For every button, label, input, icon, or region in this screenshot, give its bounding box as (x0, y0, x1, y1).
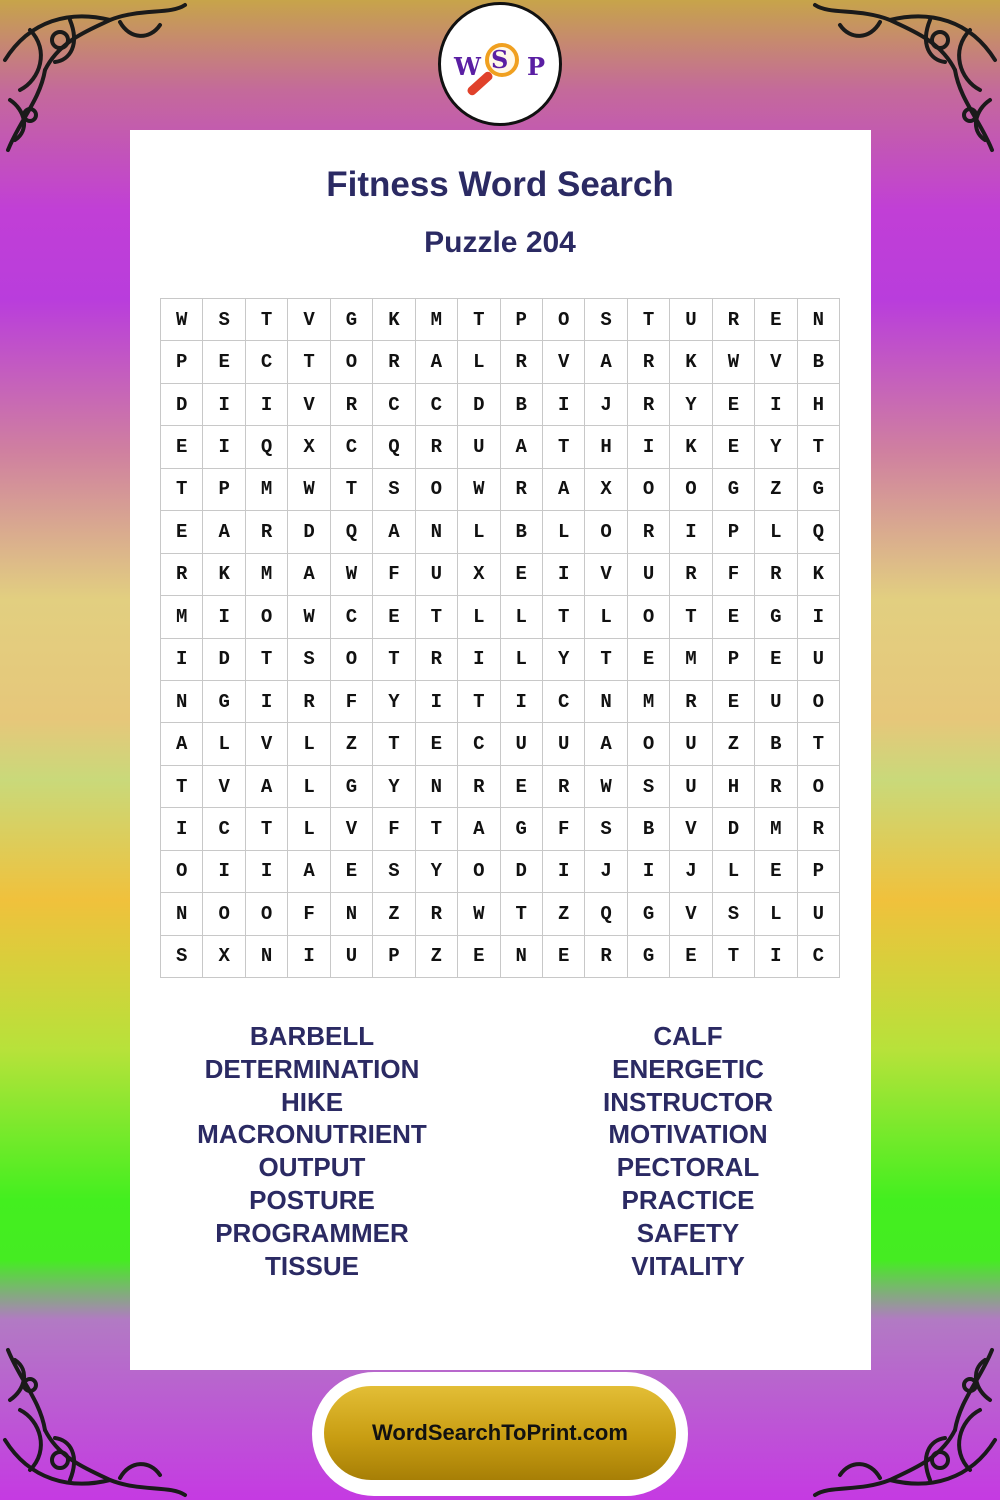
grid-cell[interactable]: E (501, 554, 543, 596)
grid-cell[interactable]: E (713, 681, 755, 723)
grid-cell[interactable]: E (161, 426, 203, 468)
grid-cell[interactable]: A (288, 851, 330, 893)
grid-cell[interactable]: A (288, 554, 330, 596)
grid-cell[interactable]: N (161, 893, 203, 935)
grid-cell[interactable]: B (501, 511, 543, 553)
grid-cell[interactable]: Y (416, 851, 458, 893)
grid-cell[interactable]: R (628, 341, 670, 383)
grid-cell[interactable]: O (628, 469, 670, 511)
grid-cell[interactable]: I (203, 596, 245, 638)
grid-cell[interactable]: N (585, 681, 627, 723)
grid-cell[interactable]: O (331, 341, 373, 383)
grid-cell[interactable]: M (670, 639, 712, 681)
grid-cell[interactable]: Y (543, 639, 585, 681)
grid-cell[interactable]: L (501, 639, 543, 681)
grid-cell[interactable]: L (501, 596, 543, 638)
grid-cell[interactable]: I (416, 681, 458, 723)
grid-cell[interactable]: D (501, 851, 543, 893)
grid-cell[interactable]: P (501, 299, 543, 341)
grid-cell[interactable]: G (331, 766, 373, 808)
grid-cell[interactable]: S (713, 893, 755, 935)
grid-cell[interactable]: R (543, 766, 585, 808)
grid-cell[interactable]: L (713, 851, 755, 893)
grid-cell[interactable]: A (416, 341, 458, 383)
grid-cell[interactable]: O (798, 681, 840, 723)
word-item: OUTPUT (258, 1152, 366, 1183)
grid-cell[interactable]: Z (373, 893, 415, 935)
grid-cell[interactable]: A (585, 723, 627, 765)
grid-cell[interactable]: R (246, 511, 288, 553)
word-list-right (546, 1020, 830, 1282)
grid-cell[interactable]: T (543, 426, 585, 468)
grid-cell[interactable]: X (458, 554, 500, 596)
grid-cell[interactable]: S (161, 936, 203, 978)
grid-cell[interactable]: S (628, 766, 670, 808)
grid-cell[interactable]: K (670, 341, 712, 383)
grid-cell[interactable]: C (203, 808, 245, 850)
grid-cell[interactable]: F (331, 681, 373, 723)
grid-cell[interactable]: C (798, 936, 840, 978)
grid-cell[interactable]: N (798, 299, 840, 341)
grid-cell[interactable]: C (458, 723, 500, 765)
grid-cell[interactable]: Z (331, 723, 373, 765)
grid-cell[interactable]: H (798, 384, 840, 426)
grid-cell[interactable]: I (203, 851, 245, 893)
grid-cell[interactable]: V (755, 341, 797, 383)
grid-cell[interactable]: A (373, 511, 415, 553)
grid-cell[interactable]: W (288, 469, 330, 511)
grid-cell[interactable]: L (585, 596, 627, 638)
grid-cell[interactable]: R (755, 766, 797, 808)
grid-cell[interactable]: I (246, 851, 288, 893)
grid-cell[interactable]: G (628, 936, 670, 978)
grid-cell[interactable]: T (458, 681, 500, 723)
grid-cell[interactable]: H (713, 766, 755, 808)
grid-cell[interactable]: G (713, 469, 755, 511)
grid-cell[interactable]: F (543, 808, 585, 850)
grid-cell[interactable]: T (458, 299, 500, 341)
grid-cell[interactable]: Z (755, 469, 797, 511)
grid-cell[interactable]: E (458, 936, 500, 978)
grid-cell[interactable]: P (713, 511, 755, 553)
grid-cell[interactable]: R (755, 554, 797, 596)
grid-cell[interactable]: O (670, 469, 712, 511)
grid-cell[interactable]: H (585, 426, 627, 468)
grid-cell[interactable]: Q (373, 426, 415, 468)
grid-cell[interactable]: N (161, 681, 203, 723)
grid-cell[interactable]: D (713, 808, 755, 850)
grid-cell[interactable]: R (670, 554, 712, 596)
grid-cell[interactable]: O (161, 851, 203, 893)
grid-cell[interactable]: D (161, 384, 203, 426)
grid-cell[interactable]: T (543, 596, 585, 638)
grid-cell[interactable]: O (246, 893, 288, 935)
grid-cell[interactable]: U (543, 723, 585, 765)
grid-cell[interactable]: E (501, 766, 543, 808)
grid-cell[interactable]: I (288, 936, 330, 978)
grid-cell[interactable]: S (373, 469, 415, 511)
word-item: INSTRUCTOR (603, 1086, 773, 1117)
grid-cell[interactable]: J (585, 384, 627, 426)
grid-cell[interactable]: P (161, 341, 203, 383)
grid-cell[interactable]: B (501, 384, 543, 426)
grid-cell[interactable]: N (416, 766, 458, 808)
word-item: PROGRAMMER (215, 1217, 409, 1248)
word-item: POSTURE (249, 1184, 375, 1215)
grid-cell[interactable]: R (798, 808, 840, 850)
grid-cell[interactable]: U (416, 554, 458, 596)
grid-cell[interactable]: P (203, 469, 245, 511)
grid-cell[interactable]: Y (670, 384, 712, 426)
grid-cell[interactable]: T (585, 639, 627, 681)
grid-cell[interactable]: C (373, 384, 415, 426)
grid-cell[interactable]: I (543, 384, 585, 426)
grid-cell[interactable]: A (203, 511, 245, 553)
grid-cell[interactable]: I (246, 384, 288, 426)
letter-grid (160, 298, 840, 978)
grid-cell[interactable]: Q (798, 511, 840, 553)
grid-cell[interactable]: E (161, 511, 203, 553)
word-list-left (170, 1020, 454, 1282)
grid-cell[interactable]: I (161, 639, 203, 681)
grid-cell[interactable]: R (416, 426, 458, 468)
grid-cell[interactable]: M (161, 596, 203, 638)
grid-cell[interactable]: R (373, 341, 415, 383)
grid-cell[interactable]: O (585, 511, 627, 553)
grid-cell[interactable]: I (755, 936, 797, 978)
grid-cell[interactable]: R (331, 384, 373, 426)
word-item: ENERGETIC (612, 1053, 764, 1084)
grid-cell[interactable]: R (458, 766, 500, 808)
grid-cell[interactable]: I (458, 639, 500, 681)
grid-cell[interactable]: O (203, 893, 245, 935)
grid-cell[interactable]: D (203, 639, 245, 681)
grid-cell[interactable]: N (331, 893, 373, 935)
grid-cell[interactable]: B (798, 341, 840, 383)
grid-cell[interactable]: V (246, 723, 288, 765)
grid-cell[interactable]: E (755, 299, 797, 341)
grid-cell[interactable]: T (670, 596, 712, 638)
grid-cell[interactable]: Q (585, 893, 627, 935)
word-item: TISSUE (265, 1250, 359, 1281)
grid-cell[interactable]: U (798, 893, 840, 935)
logo-letter-p: P (526, 52, 545, 81)
puzzle-number: Puzzle 204 (424, 226, 576, 259)
grid-cell[interactable]: A (585, 341, 627, 383)
grid-cell[interactable]: E (713, 426, 755, 468)
grid-cell[interactable]: L (755, 511, 797, 553)
grid-cell[interactable]: E (755, 851, 797, 893)
grid-cell[interactable]: M (628, 681, 670, 723)
grid-cell[interactable]: E (670, 936, 712, 978)
grid-cell[interactable]: Z (713, 723, 755, 765)
grid-cell[interactable]: R (416, 639, 458, 681)
grid-cell[interactable]: G (203, 681, 245, 723)
grid-cell[interactable]: R (288, 681, 330, 723)
grid-cell[interactable]: Z (543, 893, 585, 935)
grid-cell[interactable]: T (628, 299, 670, 341)
word-item: BARBELL (249, 1021, 375, 1051)
grid-cell[interactable]: F (373, 554, 415, 596)
grid-cell[interactable]: T (161, 469, 203, 511)
grid-cell[interactable]: E (543, 936, 585, 978)
grid-cell[interactable]: V (585, 554, 627, 596)
grid-cell[interactable]: O (798, 766, 840, 808)
grid-cell[interactable]: T (416, 808, 458, 850)
grid-cell[interactable]: T (246, 808, 288, 850)
grid-cell[interactable]: I (798, 596, 840, 638)
grid-cell[interactable]: M (246, 554, 288, 596)
logo-letter-s: S (491, 45, 509, 74)
grid-cell[interactable]: B (628, 808, 670, 850)
grid-cell[interactable]: E (331, 851, 373, 893)
grid-cell[interactable]: X (585, 469, 627, 511)
grid-cell[interactable]: T (288, 341, 330, 383)
grid-cell[interactable]: K (203, 554, 245, 596)
grid-cell[interactable]: G (628, 893, 670, 935)
grid-cell[interactable]: T (501, 893, 543, 935)
grid-cell[interactable]: M (755, 808, 797, 850)
grid-cell[interactable]: O (458, 851, 500, 893)
grid-cell[interactable]: T (246, 639, 288, 681)
grid-cell[interactable]: I (543, 554, 585, 596)
grid-cell[interactable]: K (373, 299, 415, 341)
grid-cell[interactable]: L (458, 596, 500, 638)
word-item: CALF (653, 1021, 723, 1051)
grid-cell[interactable]: W (161, 299, 203, 341)
grid-cell[interactable]: S (288, 639, 330, 681)
grid-cell[interactable]: N (416, 511, 458, 553)
grid-cell[interactable]: X (288, 426, 330, 468)
grid-cell[interactable]: C (331, 426, 373, 468)
grid-cell[interactable]: L (288, 766, 330, 808)
grid-cell[interactable]: V (670, 893, 712, 935)
grid-cell[interactable]: V (331, 808, 373, 850)
grid-cell[interactable]: E (713, 596, 755, 638)
grid-cell[interactable]: Q (246, 426, 288, 468)
logo-letter-w: W (454, 52, 481, 81)
grid-cell[interactable]: J (670, 851, 712, 893)
grid-cell[interactable]: F (288, 893, 330, 935)
grid-cell[interactable]: W (288, 596, 330, 638)
word-item: DETERMINATION (204, 1053, 420, 1084)
grid-cell[interactable]: N (246, 936, 288, 978)
grid-cell[interactable]: L (755, 893, 797, 935)
grid-cell[interactable]: M (416, 299, 458, 341)
grid-cell[interactable]: I (246, 681, 288, 723)
grid-cell[interactable]: B (755, 723, 797, 765)
grid-cell[interactable]: V (203, 766, 245, 808)
grid-cell[interactable]: G (331, 299, 373, 341)
grid-cell[interactable]: T (416, 596, 458, 638)
grid-cell[interactable]: R (628, 511, 670, 553)
grid-cell[interactable]: I (203, 426, 245, 468)
grid-cell[interactable]: Y (373, 766, 415, 808)
grid-cell[interactable]: F (373, 808, 415, 850)
grid-cell[interactable]: T (373, 723, 415, 765)
grid-cell[interactable]: T (246, 299, 288, 341)
grid-cell[interactable]: A (246, 766, 288, 808)
grid-cell[interactable]: F (713, 554, 755, 596)
grid-cell[interactable]: S (203, 299, 245, 341)
word-item: MOTIVATION (608, 1119, 768, 1150)
grid-cell[interactable]: U (670, 299, 712, 341)
grid-cell[interactable]: L (543, 511, 585, 553)
grid-cell[interactable]: C (543, 681, 585, 723)
grid-cell[interactable]: O (628, 596, 670, 638)
grid-cell[interactable]: L (203, 723, 245, 765)
grid-cell[interactable]: E (628, 639, 670, 681)
grid-cell[interactable]: U (798, 639, 840, 681)
grid-cell[interactable]: U (501, 723, 543, 765)
grid-cell[interactable]: K (670, 426, 712, 468)
grid-cell[interactable]: Z (416, 936, 458, 978)
grid-cell[interactable]: N (501, 936, 543, 978)
grid-cell[interactable]: I (161, 808, 203, 850)
grid-cell[interactable]: U (628, 554, 670, 596)
grid-cell[interactable]: A (458, 808, 500, 850)
grid-cell[interactable]: I (628, 851, 670, 893)
grid-cell[interactable]: I (501, 681, 543, 723)
grid-cell[interactable]: E (755, 639, 797, 681)
grid-cell[interactable]: E (713, 384, 755, 426)
grid-cell[interactable]: T (798, 723, 840, 765)
grid-cell[interactable]: T (713, 936, 755, 978)
grid-cell[interactable]: R (161, 554, 203, 596)
grid-cell[interactable]: G (755, 596, 797, 638)
grid-cell[interactable]: G (501, 808, 543, 850)
grid-cell[interactable]: Y (373, 681, 415, 723)
grid-cell[interactable]: T (798, 426, 840, 468)
grid-cell[interactable]: R (670, 681, 712, 723)
site-logo[interactable] (438, 2, 562, 126)
grid-cell[interactable]: L (288, 808, 330, 850)
word-item: VITALITY (631, 1250, 745, 1281)
grid-cell[interactable]: U (331, 936, 373, 978)
grid-cell[interactable]: U (458, 426, 500, 468)
grid-cell[interactable]: P (798, 851, 840, 893)
grid-cell[interactable]: I (670, 511, 712, 553)
page-title: Fitness Word Search (326, 165, 674, 204)
grid-cell[interactable]: V (288, 299, 330, 341)
grid-cell[interactable]: K (798, 554, 840, 596)
grid-cell[interactable]: P (373, 936, 415, 978)
grid-cell[interactable]: A (501, 426, 543, 468)
grid-cell[interactable]: O (628, 723, 670, 765)
grid-cell[interactable]: A (161, 723, 203, 765)
grid-cell[interactable]: S (585, 299, 627, 341)
grid-cell[interactable]: O (416, 469, 458, 511)
word-item: SAFETY (636, 1217, 740, 1248)
word-item: PECTORAL (616, 1152, 760, 1183)
word-item: PRACTICE (621, 1184, 755, 1215)
grid-cell[interactable]: W (458, 893, 500, 935)
grid-cell[interactable]: M (246, 469, 288, 511)
grid-cell[interactable]: P (713, 639, 755, 681)
word-item: MACRONUTRIENT (197, 1119, 427, 1150)
grid-cell[interactable]: Y (755, 426, 797, 468)
grid-cell[interactable]: V (288, 384, 330, 426)
grid-cell[interactable]: L (458, 511, 500, 553)
site-link-button[interactable]: WordSearchToPrint.com (324, 1386, 676, 1480)
word-item: HIKE (280, 1086, 344, 1117)
grid-cell[interactable]: I (203, 384, 245, 426)
grid-cell[interactable]: I (628, 426, 670, 468)
grid-cell[interactable]: W (458, 469, 500, 511)
grid-cell[interactable]: S (585, 808, 627, 850)
grid-cell[interactable]: I (755, 384, 797, 426)
grid-cell[interactable]: V (670, 808, 712, 850)
grid-cell[interactable]: T (331, 469, 373, 511)
grid-cell[interactable]: I (543, 851, 585, 893)
grid-cell[interactable]: U (670, 766, 712, 808)
grid-cell[interactable]: D (288, 511, 330, 553)
grid-cell[interactable]: S (373, 851, 415, 893)
grid-cell[interactable]: E (203, 341, 245, 383)
grid-cell[interactable]: R (628, 384, 670, 426)
grid-cell[interactable]: Q (331, 511, 373, 553)
grid-cell[interactable]: R (501, 469, 543, 511)
grid-cell[interactable]: W (585, 766, 627, 808)
grid-cell[interactable]: A (543, 469, 585, 511)
grid-cell[interactable]: U (755, 681, 797, 723)
grid-cell[interactable]: O (331, 639, 373, 681)
grid-cell[interactable]: J (585, 851, 627, 893)
grid-cell[interactable]: L (288, 723, 330, 765)
grid-cell[interactable]: G (798, 469, 840, 511)
grid-cell[interactable]: O (543, 299, 585, 341)
grid-cell[interactable]: W (713, 341, 755, 383)
grid-cell[interactable]: U (670, 723, 712, 765)
grid-cell[interactable]: C (246, 341, 288, 383)
grid-cell[interactable]: D (458, 384, 500, 426)
grid-cell[interactable]: R (713, 299, 755, 341)
grid-cell[interactable]: T (161, 766, 203, 808)
grid-cell[interactable]: R (416, 893, 458, 935)
grid-cell[interactable]: E (373, 596, 415, 638)
grid-cell[interactable]: R (501, 341, 543, 383)
grid-cell[interactable]: W (331, 554, 373, 596)
grid-cell[interactable]: T (373, 639, 415, 681)
grid-cell[interactable]: L (458, 341, 500, 383)
grid-cell[interactable]: O (246, 596, 288, 638)
grid-cell[interactable]: R (585, 936, 627, 978)
grid-cell[interactable]: E (416, 723, 458, 765)
grid-cell[interactable]: C (331, 596, 373, 638)
grid-cell[interactable]: C (416, 384, 458, 426)
grid-cell[interactable]: X (203, 936, 245, 978)
grid-cell[interactable]: V (543, 341, 585, 383)
